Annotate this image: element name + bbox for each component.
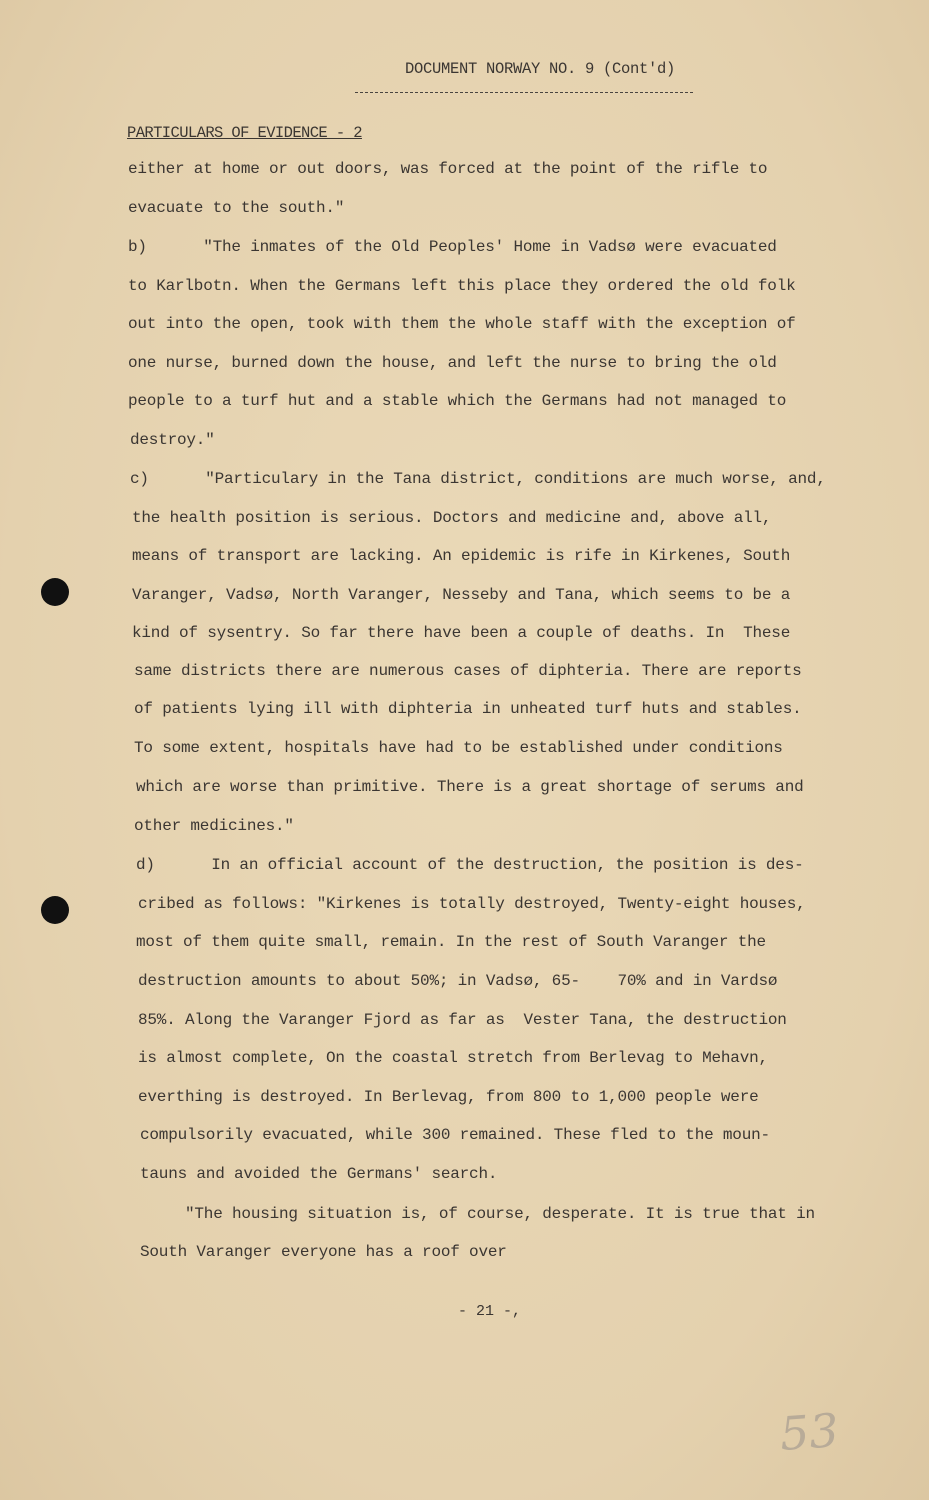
text-line: of patients lying ill with diphteria in unheated turf huts and stables. — [134, 700, 802, 718]
page-number: - 21 -, — [458, 1303, 522, 1320]
punch-hole — [41, 578, 69, 606]
header-underline — [355, 92, 693, 93]
text-line: destroy." — [130, 431, 215, 449]
text-line: out into the open, took with them the whole staff with the exception of — [128, 315, 796, 333]
punch-hole — [41, 896, 69, 924]
text-line: people to a turf hut and a stable which the Germans had not managed to — [128, 392, 787, 410]
text-line: compulsorily evacuated, while 300 remained. These fled to the moun- — [140, 1126, 770, 1144]
text-line: most of them quite small, remain. In the rest of South Varanger the — [136, 933, 766, 951]
text-line: is almost complete, On the coastal stretch from Berlevag to Mehavn, — [138, 1049, 768, 1067]
text-line: d) In an official account of the destruction, the position is des- — [136, 856, 804, 874]
text-line: kind of sysentry. So far there have been a couple of deaths. In These — [132, 624, 791, 642]
text-line: everthing is destroyed. In Berlevag, from 800 to 1,000 people were — [138, 1088, 759, 1106]
text-line: b) "The inmates of the Old Peoples' Home in Vadsø were evacuated — [128, 238, 777, 256]
section-title: PARTICULARS OF EVIDENCE - 2 — [127, 124, 362, 142]
text-line: same districts there are numerous cases of diphteria. There are reports — [134, 662, 802, 680]
text-line: tauns and avoided the Germans' search. — [140, 1165, 498, 1183]
text-line: 85%. Along the Varanger Fjord as far as Vester Tana, the destruction — [138, 1011, 787, 1029]
text-line: either at home or out doors, was forced at the point of the rifle to — [128, 160, 768, 178]
text-line: South Varanger everyone has a roof over — [140, 1243, 507, 1261]
text-line: other medicines." — [134, 817, 294, 835]
text-line: to Karlbotn. When the Germans left this place they ordered the old folk — [128, 277, 796, 295]
text-line: cribed as follows: "Kirkenes is totally destroyed, Twenty-eight houses, — [138, 895, 806, 913]
text-line: evacuate to the south." — [128, 199, 345, 217]
text-line: c) "Particulary in the Tana district, conditions are much worse, and, — [130, 470, 826, 488]
document-header: DOCUMENT NORWAY NO. 9 (Cont'd) — [405, 60, 676, 78]
text-line: To some extent, hospitals have had to be established under conditions — [134, 739, 783, 757]
text-line: "The housing situation is, of course, desperate. It is true that in — [138, 1205, 815, 1223]
text-line: means of transport are lacking. An epidemic is rife in Kirkenes, South — [132, 547, 791, 565]
text-line: destruction amounts to about 50%; in Vadsø, 65- 70% and in Vardsø — [138, 972, 778, 990]
handwritten-page-mark: 53 — [778, 1403, 841, 1461]
text-line: which are worse than primitive. There is a great shortage of serums and — [136, 778, 804, 796]
text-line: the health position is serious. Doctors and medicine and, above all, — [132, 509, 772, 527]
text-line: one nurse, burned down the house, and left the nurse to bring the old — [128, 354, 777, 372]
text-line: Varanger, Vadsø, North Varanger, Nesseby and Tana, which seems to be a — [132, 586, 791, 604]
